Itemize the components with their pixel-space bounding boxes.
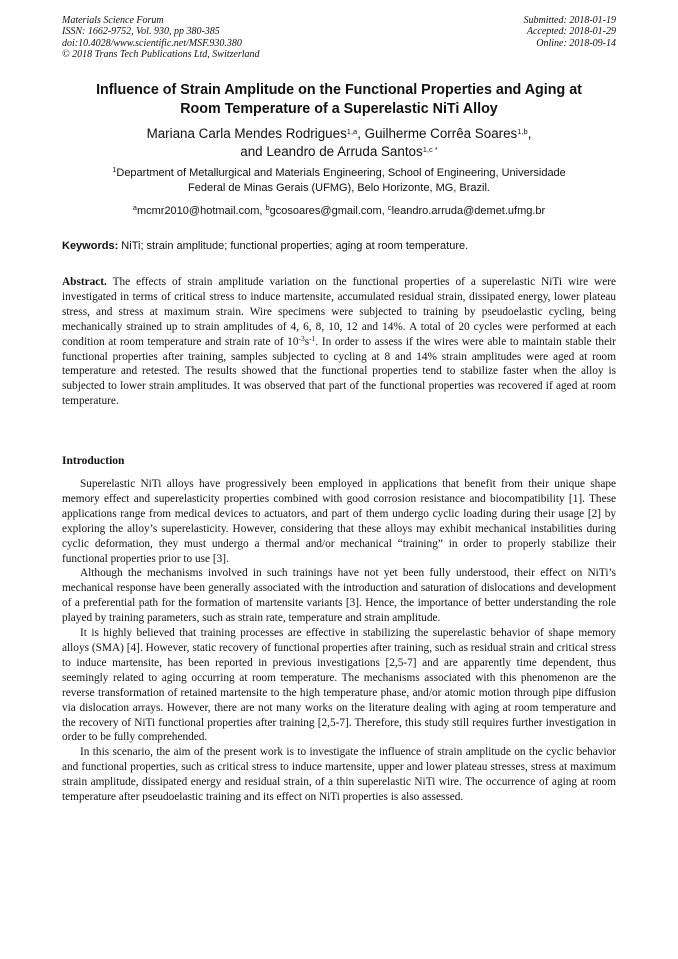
- submitted-date: Submitted: 2018-01-19: [523, 15, 616, 26]
- journal-name: Materials Science Forum: [62, 15, 164, 26]
- email-b: gcosoares@gmail.com,: [269, 205, 388, 217]
- author-emails: $^a$mcmr2010@hotmail.com, $^b$gcosoares@gmail.com, $^c$leandro.arruda@demet.ufmg.br: [132, 203, 546, 217]
- email-a: mcmr2010@hotmail.com,: [136, 205, 266, 217]
- title-line-1: Influence of Strain Amplitude on the Functional Properties and Aging at: [96, 82, 582, 98]
- journal-doi: doi:10.4028/www.scientific.net/MSF.930.380: [62, 37, 242, 49]
- author-list: [40, 125, 638, 161]
- keywords-label: Keywords:: [62, 240, 119, 252]
- journal-info: [62, 15, 260, 60]
- title-line-2: Room Temperature of a Superelastic NiTi Alloy: [180, 101, 498, 117]
- author-1: Mariana Carla Mendes Rodrigues: [146, 126, 347, 141]
- journal-copyright: © 2018 Trans Tech Publications Ltd, Switzerland: [62, 48, 260, 60]
- author-2: Guilherme Corrêa Soares: [364, 126, 518, 141]
- intro-paragraph-2: Although the mechanisms involved in such trainings have not yet been fully understood, their effect on NiTi’s mechanical response have been generally associated with the introduction and saturation of dislocations and development of a preferential path for the formation of martensite variants [3]. Hence, the importance of better understanding the role played by training parameters, such as strain rate, temperature and strain amplitude.: [62, 567, 616, 625]
- introduction-body: [62, 477, 616, 805]
- accepted-date: Accepted: 2018-01-29: [526, 26, 616, 38]
- author-line-2: [40, 143, 638, 161]
- keywords: [62, 239, 618, 253]
- online-date: Online: 2018-09-14: [536, 37, 616, 49]
- abstract: Abstract. The effects of strain amplitude variation on the functional properties of a superelastic NiTi wire were investigated in terms of critical stress to induce martensite, accumulated residual strain, dissipated energy, lower plateau stress, and stress at maximum strain. Wire specimens were subjected to training by pseudoelastic cycling, being mechanically strained up to strain amplitudes of 4, 6, 8, 10, 12 and 14%. A total of 20 cycles were performed at each condition at room temperature and strain rate of $10^{-3}s^{-1}$. In order to assess if the wires were able to maintain stable their functional properties after training, samples subjected to cycling at 8 and 14% strain amplitudes were aged at room temperature and retested. The results showed that the functional properties tend to stabilize faster when the alloy is subjected to lower strain amplitudes. It was observed that part of the functional properties was recovered if aged at room temperature.: [62, 276, 616, 408]
- keywords-text: NiTi; strain amplitude; functional properties; aging at room temperature.: [118, 240, 469, 252]
- publication-dates: [524, 15, 617, 49]
- author-line-1: Mariana Carla Mendes Rodrigues$^{1,a}$, Guilherme Corrêa Soares$^{1,b}$,: [146, 126, 532, 141]
- abstract-text-1: The effects of strain amplitude variation on the functional properties of a superelastic NiTi wire were investigated in terms of critical stress to induce martensite, accumulated residual strain, dissipated energy, lower plateau stress, and stress at maximum strain. Wire specimens were subjected to training by pseudoelastic cycling, being mechanically strained up to strain amplitudes of 4, 6, 8, 10, 12 and 14%. A total of 20 cycles were performed at each condition at room temperature and strain rate of 10: [62, 276, 616, 348]
- author-1-sup: 1,a: [346, 127, 358, 136]
- author-3: and Leandro de Arruda Santos: [240, 144, 423, 159]
- affiliation: [40, 166, 638, 195]
- intro-paragraph-1: Superelastic NiTi alloys have progressively been employed in applications that benefit from their unique shape memory effect and superelasticity properties combined with good corrosion resistance and biocompatibility [1]. These applications range from medical devices to actuators, and part of them undergo cyclic loading during their usage [2] by exploring the alloy’s superelasticity. However, considering that these alloys may exhibit mechanical instabilities during cyclic deformation, they must undergo a thermal and/or mechanical “training” in order to properly stabilize their functional properties prior to use [3].: [62, 478, 616, 565]
- abstract-label: Abstract.: [62, 276, 107, 288]
- author-2-sup: 1,b: [517, 127, 528, 136]
- intro-paragraph-3: It is highly believed that training processes are effective in stabilizing the superelastic behavior of shape memory alloys (SMA) [4]. However, static recovery of functional properties after training, such as residual strain and critical stress to induce martensite, has been reported in previous investigations [2,5-7] and are apparently time dependent, thus seemingly related to aging occurring at room temperature. The mechanisms associated with this phenomenon are the reverse transformation of retained martensite to the high temperature phase, and/or atomic motion through pipe diffusion via dislocation arrays. However, there are not many works on the literature dealing with aging at room temperature and the recovery of NiTi functional properties after training [2,5-7]. Therefore, this study still requires further investigation in order to be fully comprehended.: [62, 627, 616, 744]
- abstract-text-2: . In order to assess if the wires were able to maintain stable their functional properties after training, samples subjected to cycling at 8 and 14% strain amplitudes were aged at room temperature and retested. The results showed that the functional properties tend to stabilize faster when the alloy is subjected to lower strain amplitudes. It was observed that part of the functional properties was recovered if aged at room temperature.: [62, 335, 616, 408]
- author-3-sup: 1,c *: [422, 145, 438, 154]
- journal-issn: ISSN: 1662-9752, Vol. 930, pp 380-385: [62, 26, 220, 38]
- affiliation-sup: 1: [112, 165, 117, 174]
- section-heading-introduction: Introduction: [62, 455, 125, 467]
- paper-title: [40, 81, 638, 119]
- intro-paragraph-4: In this scenario, the aim of the present work is to investigate the influence of strain amplitude on the cyclic behavior and functional properties, such as critical stress to induce martensite, upper and lower plateau stresses, stress at maximum strain amplitude, dissipated energy and residual strain, of a thin superelastic NiTi wire. The occurrence of aging at room temperature after pseudoelastic training and its effect on NiTi properties is also assessed.: [62, 746, 616, 804]
- email-c: leandro.arruda@demet.ufmg.br: [391, 205, 546, 217]
- affiliation-line-1: $^1$Department of Metallurgical and Materials Engineering, School of Engineering, Universidade: [112, 165, 566, 179]
- affiliation-line-2: Federal de Minas Gerais (UFMG), Belo Horizonte, MG, Brazil.: [188, 181, 490, 194]
